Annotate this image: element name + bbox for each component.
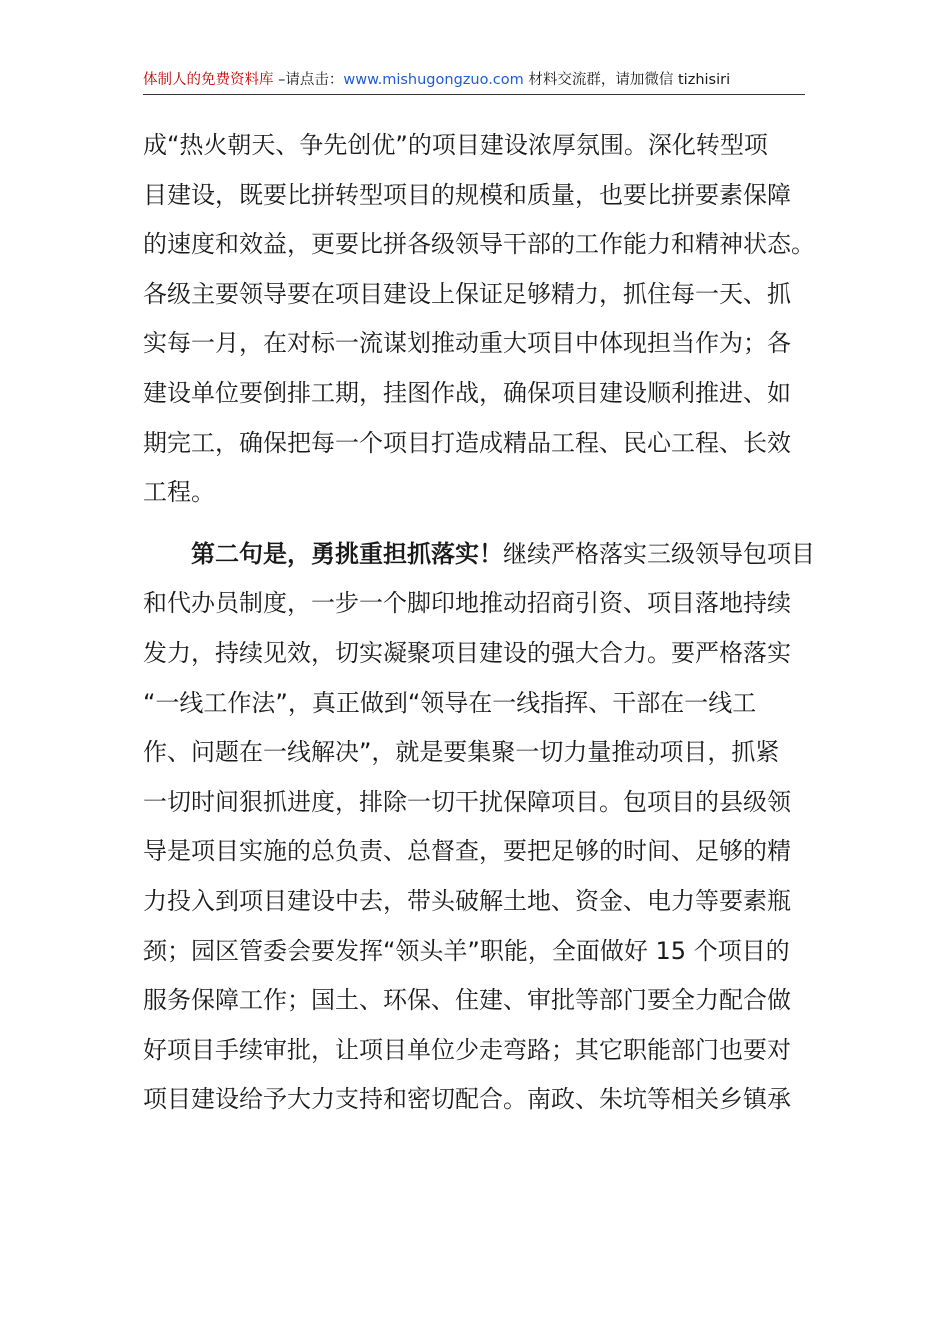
paragraph-gap <box>143 518 806 530</box>
text-line-first <box>143 530 815 580</box>
paragraph-heading: 第二句是，勇挑重担抓落实！ <box>191 539 503 568</box>
text-line: 颈；园区管委会要发挥“领头羊”职能，全面做好 15 个项目的 <box>143 936 790 965</box>
header-prompt: –请点击： <box>273 72 344 88</box>
text-line: 一切时间狠抓进度，排除一切干扰保障项目。包项目的县级领 <box>143 787 791 816</box>
text-line: 和代办员制度，一步一个脚印地推动招商引资、项目落地持续 <box>143 589 791 618</box>
text-line: 项目建设给予大力支持和密切配合。南政、朱坑等相关乡镇承 <box>143 1085 791 1114</box>
text-line: 服务保障工作；国土、环保、住建、审批等部门要全力配合做 <box>143 986 791 1015</box>
paragraph-1 <box>143 121 815 518</box>
page-header <box>143 70 805 95</box>
text-line: 成“热火朝天、争先创优”的项目建设浓厚氛围。深化转型项 <box>143 131 768 159</box>
header-brand: 体制人的免费资料库 <box>143 72 274 88</box>
text-line: 的速度和效益，更要比拼各级领导干部的工作能力和精神状态。 <box>143 230 815 259</box>
text-line: 工程。 <box>143 478 215 507</box>
document-body <box>143 121 815 1125</box>
text-line: 力投入到项目建设中去，带头破解土地、资金、电力等要素瓶 <box>143 886 791 915</box>
text-line: 导是项目实施的总负责、总督查，要把足够的时间、足够的精 <box>143 837 791 866</box>
text-line: 好项目手续审批，让项目单位少走弯路；其它职能部门也要对 <box>143 1035 791 1064</box>
text-line: 期完工，确保把每一个项目打造成精品工程、民心工程、长效 <box>143 428 791 457</box>
text-line: 建设单位要倒排工期，挂图作战，确保项目建设顺利推进、如 <box>143 378 791 407</box>
text-line: “一线工作法”，真正做到“领导在一线指挥、干部在一线工 <box>143 688 757 717</box>
header-contact: 材料交流群，请加微信 tizhisiri <box>523 72 731 88</box>
text-line: 目建设，既要比拼转型项目的规模和质量，也要比拼要素保障 <box>143 180 791 209</box>
text-line: 作、问题在一线解决”，就是要集聚一切力量推动项目，抓紧 <box>143 738 780 767</box>
text-line: 发力，持续见效，切实凝聚项目建设的强大合力。要严格落实 <box>143 638 791 667</box>
text-line: 实每一月，在对标一流谋划推动重大项目中体现担当作为；各 <box>143 329 791 358</box>
paragraph-first-line: 继续严格落实三级领导包项目 <box>503 539 815 568</box>
header-link[interactable]: www.mishugongzuo.com <box>343 72 524 88</box>
paragraph-2 <box>143 530 815 1125</box>
text-line: 各级主要领导要在项目建设上保证足够精力，抓住每一天、抓 <box>143 279 791 308</box>
